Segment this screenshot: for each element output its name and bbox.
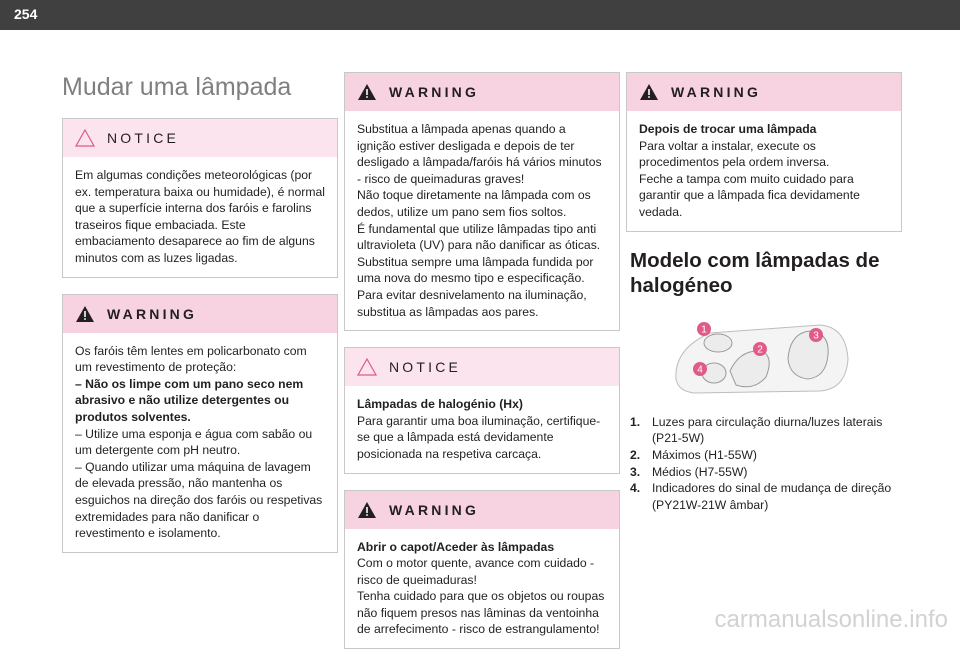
- column-1: [62, 60, 338, 569]
- warning-triangle-icon: [639, 83, 659, 101]
- warning-line-1: Para voltar a instalar, execute os procedimentos pela ordem inversa.: [639, 138, 830, 170]
- notice-triangle-icon: [357, 358, 377, 376]
- notice-body: [345, 386, 619, 472]
- warning-heading: Depois de trocar uma lâmpada: [639, 122, 817, 136]
- column-3: [626, 72, 902, 513]
- warning-title: WARNING: [671, 84, 762, 100]
- column-2: [344, 72, 620, 665]
- warning-text-3: – Utilize uma esponja e água com sabão ou um detergente com pH neutro.: [75, 426, 313, 458]
- warning-text-2: – Não os limpe com um pano seco nem abrasivo e não utilize detergentes ou produtos solventes.: [75, 376, 304, 424]
- callout-4: [693, 362, 707, 376]
- top-bar: [0, 0, 960, 30]
- callout-2: [753, 342, 767, 356]
- warning-header: [63, 295, 337, 333]
- list-item-number: 1.: [630, 414, 641, 429]
- callout-1: [697, 322, 711, 336]
- warning-body: [345, 111, 619, 330]
- headlamp-diagram: [670, 319, 850, 395]
- list-item-number: 2.: [630, 448, 641, 462]
- warning-title: WARNING: [389, 84, 480, 100]
- warning-triangle-icon: [75, 305, 95, 323]
- bulb-1-socket: [704, 334, 732, 352]
- list-item-text: Luzes para circulação diurna/luzes laterais (P21-5W): [652, 414, 883, 446]
- notice-body: [63, 157, 337, 277]
- list-item: [630, 414, 902, 447]
- notice-text: Para garantir uma boa iluminação, certifique-se que a lâmpada está devidamente posicionada na respetiva carcaça.: [357, 413, 601, 461]
- list-item: [630, 464, 902, 481]
- list-item-text: Indicadores do sinal de mudança de direção (PY21W-21W âmbar): [652, 481, 892, 512]
- notice-header: [345, 348, 619, 386]
- callout-2-label: 2: [757, 344, 763, 356]
- list-item-number: 4.: [630, 481, 641, 496]
- notice-text: Em algumas condições meteorológicas (por ex. temperatura baixa ou humidade), é normal que a superfície interna dos faróis e farolins traseiros fique embaciada. Este embaciamento desaparece ao fim de alguns minutos com as luzes ligadas.: [75, 168, 325, 265]
- callout-4-label: 4: [697, 364, 703, 376]
- callout-1-label: 1: [701, 324, 707, 336]
- warning-text-4: – Quando utilizar uma máquina de lavagem de elevada pressão, não mantenha os esguichos na direção dos faróis ou respetivas extremidades para não danificar o revestimento e isolamento.: [75, 459, 323, 541]
- list-item-number: 3.: [630, 464, 641, 479]
- notice-title: NOTICE: [107, 130, 180, 146]
- warning-line-2: Tenha cuidado para que os objetos ou roupas não fiquem presos nas lâminas da ventoinha de arrefecimento - risco de estrangulamento!: [357, 589, 605, 637]
- warning-box: [344, 72, 620, 331]
- list-item: [630, 447, 902, 464]
- callout-3: [809, 328, 823, 342]
- warning-line-3: É fundamental que utilize lâmpadas tipo anti ultravioleta (UV) para não danificar as óticas.: [357, 221, 601, 253]
- warning-box: [62, 294, 338, 553]
- notice-box: [62, 118, 338, 278]
- list-item: [630, 480, 902, 513]
- warning-heading: Abrir o capot/Aceder às lâmpadas: [357, 539, 555, 554]
- warning-line-2: Não toque diretamente na lâmpada com os dedos, utilize um pano sem fios soltos.: [357, 188, 591, 219]
- warning-text-1: Os faróis têm lentes em policarbonato com um revestimento de proteção:: [75, 343, 307, 375]
- model-heading: Modelo com lâmpadas de halogéneo: [630, 248, 880, 298]
- page-number: 254: [14, 6, 38, 22]
- list-item-text: Médios (H7-55W): [652, 464, 748, 479]
- warning-line-4: Substitua sempre uma lâmpada fundida por uma nova do mesmo tipo e especificação.: [357, 254, 594, 286]
- warning-title: WARNING: [107, 305, 198, 322]
- section-title: Mudar uma lâmpada: [62, 73, 292, 101]
- notice-triangle-icon: [75, 129, 95, 147]
- warning-header: [627, 73, 901, 111]
- notice-box: [344, 347, 620, 473]
- warning-triangle-icon: [357, 501, 377, 519]
- callout-3-label: 3: [813, 330, 819, 342]
- notice-heading: Lâmpadas de halogénio (Hx): [357, 397, 523, 412]
- warning-line-5: Para evitar desnivelamento na iluminação, substitua as lâmpadas aos pares.: [357, 287, 587, 319]
- warning-header: [345, 73, 619, 111]
- warning-line-1: Substitua a lâmpada apenas quando a ignição estiver desligada e depois de ter desligado a lâmpada/faróis há vários minutos - risco de queimaduras graves!: [357, 122, 602, 186]
- warning-box: [344, 490, 620, 650]
- warning-body: [627, 111, 901, 231]
- warning-title: WARNING: [389, 501, 480, 518]
- notice-header: [63, 119, 337, 157]
- warning-triangle-icon: [357, 83, 377, 101]
- warning-body: [345, 529, 619, 649]
- notice-title: NOTICE: [389, 359, 462, 376]
- bulb-list: [630, 414, 902, 514]
- warning-line-2: Feche a tampa com muito cuidado para garantir que a lâmpada fica devidamente vedada.: [639, 171, 860, 219]
- warning-header: [345, 491, 619, 529]
- warning-box: [626, 72, 902, 232]
- warning-line-1: Com o motor quente, avance com cuidado - risco de queimaduras!: [357, 556, 595, 587]
- warning-body: [63, 333, 337, 552]
- watermark: carmanualsonline.info: [714, 606, 948, 633]
- list-item-text: Máximos (H1-55W): [652, 448, 757, 462]
